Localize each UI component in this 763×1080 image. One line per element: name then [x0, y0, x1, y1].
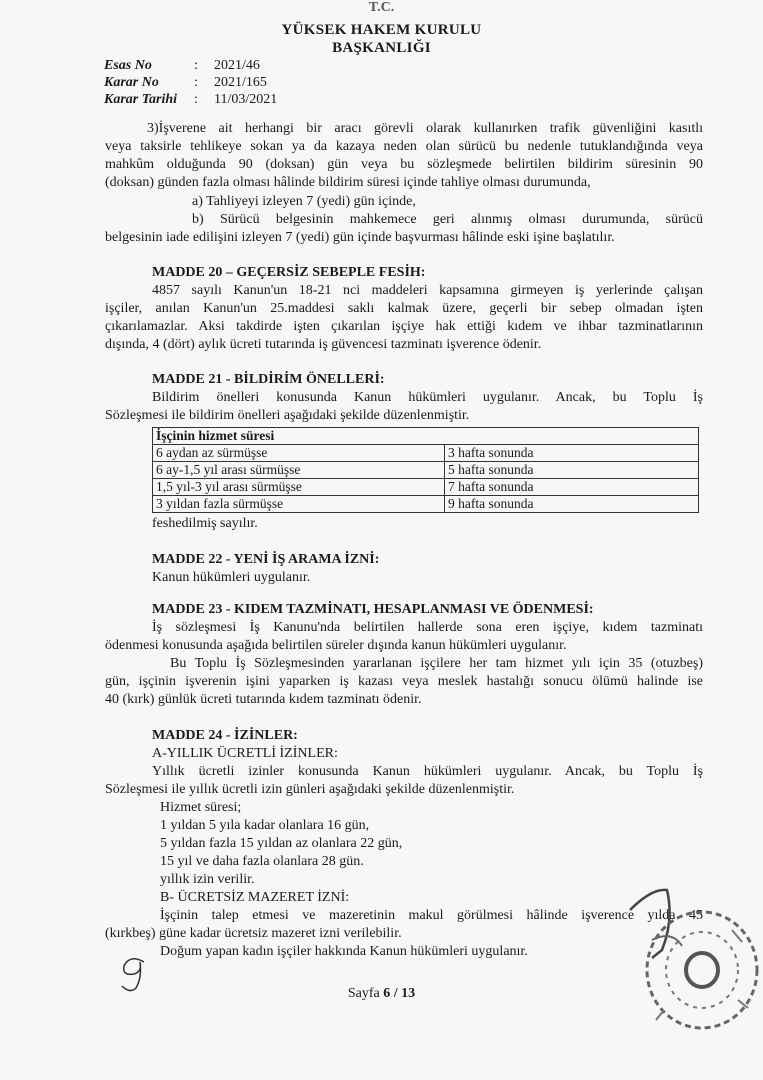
article-24-line: Sözleşmesi ile yıllık ücretli izin günleri aşağıdaki şekilde düzenlenmiştir.	[105, 782, 515, 797]
article-22-text: Kanun hükümleri uygulanır.	[152, 570, 311, 585]
institution-name: YÜKSEK HAKEM KURULU	[281, 22, 482, 38]
article-24-sub-a: A-YILLIK ÜCRETLİ İZİNLER:	[152, 746, 338, 761]
article-24-sub-b: B- ÜCRETSİZ MAZERET İZNİ:	[160, 890, 350, 905]
seal-stamp-icon	[592, 880, 762, 1040]
table-row	[153, 445, 699, 462]
article-22-title: MADDE 22 - YENİ İŞ ARAMA İZNİ:	[152, 552, 380, 567]
article-20-line: çıkarılamazlar. Aksi takdirde işten çıkarılan işçiye hak ettiği kıdem ve ihbar tazminatlarının	[105, 319, 703, 334]
meta-key: Karar Tarihi	[104, 92, 178, 107]
intro-item-b-cont: belgesinin iade edilişini izleyen 7 (yedi) gün içinde başvurması hâlinde eski işine başlatılır.	[105, 230, 615, 245]
duration-cell: 3 yıldan fazla sürmüşse	[153, 496, 445, 513]
article-24-line: Yıllık ücretli izinler konusunda Kanun hükümleri uygulanır. Ancak, bu Toplu İş	[152, 764, 703, 779]
meta-row	[104, 57, 277, 74]
service-label: Hizmet süresi;	[160, 800, 242, 815]
notice-cell: 3 hafta sonunda	[445, 445, 699, 462]
duration-cell: 1,5 yıl-3 yıl arası sürmüşse	[153, 479, 445, 496]
page-current: 6	[383, 986, 391, 1001]
article-20-line: işçiler, anılan Kanun'un 25.maddesi saklı kalmak üzere, geçerli bir sebep olmadan işten	[105, 301, 703, 316]
service-item: 15 yıl ve daha fazla olanlara 28 gün.	[160, 854, 364, 869]
service-item: 5 yıldan fazla 15 yıldan az olanlara 22 gün,	[160, 836, 403, 851]
notice-cell: 9 hafta sonunda	[445, 496, 699, 513]
article-21-after: feshedilmiş sayılır.	[152, 516, 258, 531]
article-21-line: Sözleşmesi ile bildirim önelleri aşağıdaki şekilde düzenlenmiştir.	[105, 408, 470, 423]
meta-row	[104, 74, 277, 91]
notice-cell: 5 hafta sonunda	[445, 462, 699, 479]
notice-cell: 7 hafta sonunda	[445, 479, 699, 496]
article-23-line: İş sözleşmesi İş Kanunu'nda belirtilen hallerde sona eren işçiye, kıdem tazminatı	[152, 620, 703, 635]
meta-colon: :	[194, 92, 198, 107]
meta-row	[104, 91, 277, 108]
article-24-line: İşçinin talep etmesi ve mazeretinin makul görülmesi hâlinde işverence yılda 45	[160, 908, 703, 923]
meta-value: 2021/165	[214, 75, 267, 90]
article-23-line: gün, işçinin işverenin işini yaparken iş kazası veya meslek hastalığı sonucu ölümü halinde ise	[105, 674, 703, 689]
intro-line: (doksan) günden fazla olması hâlinde bildirim süresi içinde tahliye olması durumunda,	[105, 175, 591, 190]
article-23-title: MADDE 23 - KIDEM TAZMİNATI, HESAPLANMASI VE ÖDENMESİ:	[152, 602, 594, 617]
intro-item-a: a) Tahliyeyi izleyen 7 (yedi) gün içinde,	[192, 194, 416, 209]
article-23-line: Bu Toplu İş Sözleşmesinden yararlanan işçilere her tam hizmet yılı için 35 (otuzbeş)	[170, 656, 703, 671]
case-metadata	[104, 57, 277, 108]
article-20-line: 4857 sayılı Kanun'un 18-21 nci maddeleri kapsamına girmeyen iş yerlerinde çalışan	[152, 283, 703, 298]
notice-period-table	[152, 427, 699, 513]
article-21-line: Bildirim önelleri konusunda Kanun hükümleri uygulanır. Ancak, bu Toplu İş	[152, 390, 703, 405]
table-row	[153, 496, 699, 513]
meta-key: Esas No	[104, 58, 152, 73]
article-24-last: Doğum yapan kadın işçiler hakkında Kanun hükümleri uygulanır.	[160, 944, 528, 959]
page-prefix: Sayfa	[347, 986, 384, 1001]
header-fragment: T.C.	[368, 0, 395, 15]
table-row	[153, 479, 699, 496]
intro-line: 3)İşverene ait herhangi bir aracı görevli olarak kullanırken trafik güvenliğini kasıtlı	[147, 121, 703, 136]
page-separator: /	[390, 986, 402, 1001]
article-24-line: (kırkbeş) güne kadar ücretsiz mazeret izni verilebilir.	[105, 926, 402, 941]
intro-line: mahkûm olduğunda 90 (doksan) gün veya bu sözleşmede belirtilen bildirim süresinin 90	[105, 157, 703, 172]
meta-value: 2021/46	[214, 58, 260, 73]
intro-line: veya taksirle tehlikeye sokan ya da kazaya neden olan sürücü bu nedenle tutuklandığında veya	[105, 139, 703, 154]
table-row	[153, 462, 699, 479]
intro-item-b: b) Sürücü belgesinin mahkemece geri alınmış olması durumunda, sürücü	[192, 212, 703, 227]
article-23-line: ödenmesi konusunda aşağıda belirtilen süreler dışında kanun hükümleri uygulanır.	[105, 638, 567, 653]
table-header-cell: İşçinin hizmet süresi	[153, 428, 699, 445]
page-total: 13	[401, 986, 416, 1001]
article-20-title: MADDE 20 – GEÇERSİZ SEBEPLE FESİH:	[152, 265, 426, 280]
meta-colon: :	[194, 58, 198, 73]
duration-cell: 6 ay-1,5 yıl arası sürmüşse	[153, 462, 445, 479]
article-23-line: 40 (kırk) günlük ücreti tutarında kıdem tazminatı ödenir.	[105, 692, 422, 707]
article-21-title: MADDE 21 - BİLDİRİM ÖNELLERİ:	[152, 372, 385, 387]
meta-colon: :	[194, 75, 198, 90]
duration-cell: 6 aydan az sürmüşse	[153, 445, 445, 462]
service-after: yıllık izin verilir.	[160, 872, 255, 887]
meta-key: Karar No	[104, 75, 159, 90]
service-item: 1 yıldan 5 yıla kadar olanlara 16 gün,	[160, 818, 370, 833]
article-24-title: MADDE 24 - İZİNLER:	[152, 728, 298, 743]
meta-value: 11/03/2021	[214, 92, 278, 107]
institution-subtitle: BAŞKANLIĞI	[332, 40, 431, 56]
page-number	[0, 986, 763, 1002]
article-20-line: dışında, 4 (dört) aylık ücreti tutarında iş güvencesi tazminatı işverence ödenir.	[105, 337, 542, 352]
table-header-row	[153, 428, 699, 445]
